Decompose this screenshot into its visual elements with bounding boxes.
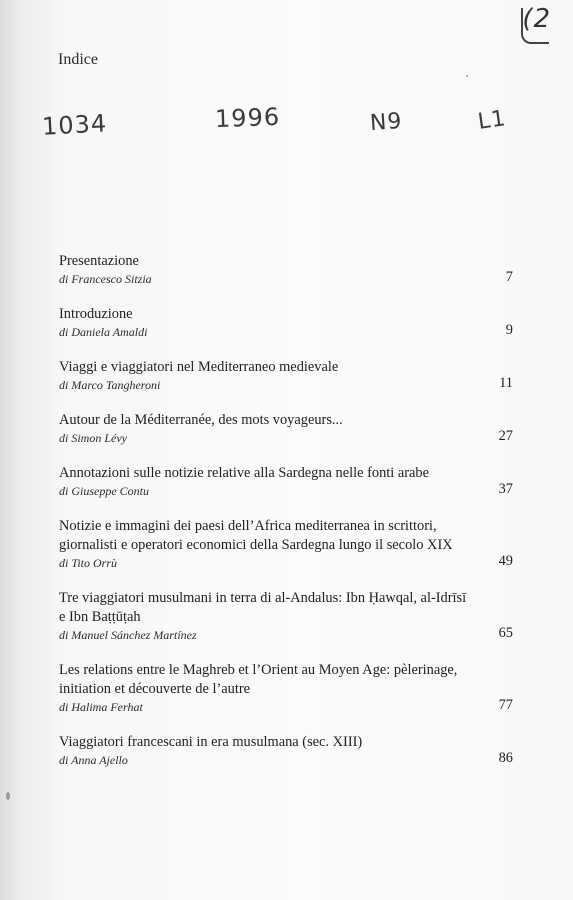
toc-entry xyxy=(59,411,513,447)
entry-title: Les relations entre le Maghreb et l’Orient au Moyen Age: pèlerinage, initiation et découverte de l’autre xyxy=(59,662,458,697)
scan-speck xyxy=(6,792,10,800)
toc-entry xyxy=(59,305,513,341)
scan-speck xyxy=(466,75,468,77)
entry-title: Viaggiatori francescani in era musulmana (sec. XIII) xyxy=(59,734,363,750)
entry-title: Annotazioni sulle notizie relative alla Sardegna nelle fonti arabe xyxy=(59,465,430,481)
handwritten-note: 1034 xyxy=(41,109,108,141)
entry-title: Tre viaggiatori musulmani in terra di al-Andalus: Ibn Ḥawqal, al-Idrīsī e Ibn Baṭṭūṭah xyxy=(59,590,467,625)
entry-page-number: 77 xyxy=(498,697,513,713)
handwritten-note: N9 xyxy=(369,108,404,137)
entry-author: di Tito Orrù xyxy=(59,556,118,570)
entry-page-number: 86 xyxy=(498,750,513,766)
entry-author: di Francesco Sitzia xyxy=(59,272,152,286)
entry-author: di Marco Tangheroni xyxy=(59,378,161,392)
entry-page-number: 9 xyxy=(505,322,513,338)
toc-entry xyxy=(59,464,513,500)
entry-title: Presentazione xyxy=(59,253,139,269)
entry-title: Notizie e immagini dei paesi dell’Africa mediterranea in scrittori, giornalisti e operatori economici della Sardegna lungo il secolo XIX xyxy=(59,518,453,553)
entry-title: Autour de la Méditerranée, des mots voyageurs... xyxy=(59,412,343,428)
entry-page-number: 65 xyxy=(498,625,513,641)
toc-entry xyxy=(59,589,513,644)
entry-author: di Giuseppe Contu xyxy=(59,484,149,498)
handwritten-note: L1 xyxy=(476,106,508,135)
entry-page-number: 49 xyxy=(498,553,513,569)
toc-entry xyxy=(59,517,513,572)
toc-entry xyxy=(59,358,513,394)
toc-entry xyxy=(59,661,513,716)
handwritten-corner-number: (2 xyxy=(522,4,551,34)
entry-author: di Halima Ferhat xyxy=(59,700,143,714)
entry-page-number: 27 xyxy=(498,428,513,444)
page-title: Indice xyxy=(58,51,98,68)
entry-author: di Simon Lévy xyxy=(59,431,127,445)
entry-title: Introduzione xyxy=(59,306,133,322)
entry-title: Viaggi e viaggiatori nel Mediterraneo medievale xyxy=(59,359,339,375)
entry-author: di Manuel Sánchez Martínez xyxy=(59,628,197,642)
toc-entry xyxy=(59,252,513,288)
entry-author: di Daniela Amaldi xyxy=(59,325,148,339)
toc-entry xyxy=(59,733,513,769)
entry-author: di Anna Ajello xyxy=(59,753,128,767)
entry-page-number: 7 xyxy=(505,269,513,285)
handwritten-note: 1996 xyxy=(214,102,281,134)
table-of-contents xyxy=(59,252,513,786)
entry-page-number: 37 xyxy=(498,481,513,497)
entry-page-number: 11 xyxy=(499,375,513,391)
